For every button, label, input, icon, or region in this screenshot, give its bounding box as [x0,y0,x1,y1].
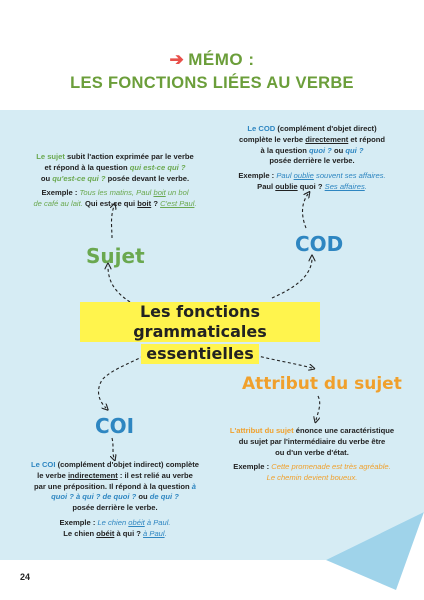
sujet-question: qu'est-ce qui ? [52,173,106,183]
cod-text: directement [305,134,349,144]
sujet-example-question: Qui est-ce qui [82,199,138,209]
cod-example-verb: oublie [293,171,314,181]
cod-text: complète le verbe [238,134,306,144]
coi-example-question: Le chien [63,528,97,538]
sujet-note [24,152,206,210]
attribut-text: énonce une caractéristique [293,426,395,435]
arrow-right-icon: ➔ [169,50,185,69]
sujet-example-answer: C'est Paul [160,199,195,209]
cod-example: souvent ses affaires. [313,171,386,181]
cod-question: quoi ? [309,145,332,155]
arrow-attribut-to-note [316,396,320,420]
sujet-text: ou [40,173,53,183]
arrow-to-cod [272,258,312,298]
label-coi: COI [95,414,135,438]
example-label: Exemple : [41,188,80,198]
cod-note [222,124,402,193]
cod-example: Paul [276,171,294,181]
cod-example-question: quoi ? [297,181,325,191]
label-attribut: Attribut du sujet [242,374,402,394]
attribut-text: du sujet par l'intermédiaire du verbe être [238,436,386,446]
cod-text: ou [331,145,346,155]
sujet-text: subit l'action exprimée par le verbe [64,152,194,161]
coi-question: quoi ? à qui ? de quoi ? [51,492,137,502]
central-concept [80,302,320,364]
attribut-example: Le chemin devient boueux. [266,473,358,483]
attribut-term: L'attribut du sujet [229,426,294,435]
cod-term: Le COD [247,124,276,133]
coi-text: indirectement [67,470,118,480]
cod-example-verb: oublie [275,181,298,191]
coi-text: : il est relié au verbe [117,470,193,480]
example-label: Exemple : [59,517,98,527]
example-label: Exemple : [233,462,272,472]
coi-text: (complément d'objet indirect) complète [55,460,200,469]
coi-text: posée derrière le verbe. [72,503,158,513]
coi-example-verb: obéit [128,517,145,527]
example-label: Exemple : [238,171,277,181]
page-number: 24 [20,572,31,582]
coi-example: . [164,528,167,538]
page-title: LES FONCTIONS LIÉES AU VERBE [70,74,354,92]
coi-question: de qui ? [149,492,179,502]
arrow-to-sujet [108,266,130,302]
cod-text: posée derrière le verbe. [269,156,355,166]
sujet-example: Tous les matins, Paul [79,188,154,198]
coi-term: Le COI [30,460,56,469]
memo-title-text: MÉMO : [188,50,255,69]
coi-example-verb: obéit [96,528,115,538]
sujet-example: un bol [165,188,189,198]
central-concept-line1: Les fonctions grammaticales [80,302,320,342]
cod-text: et répond [348,134,386,144]
coi-example: à Paul. [144,517,171,527]
coi-example-question: à qui ? [114,528,144,538]
attribut-example: Cette promenade est très agréable. [271,462,391,472]
cod-question: qui ? [345,145,364,155]
coi-text: le verbe [37,470,68,480]
coi-text: ou [136,492,150,502]
arrow-cod-to-note [303,194,309,228]
arrow-sujet-to-note [112,206,115,238]
sujet-example-verb: boit [137,199,152,209]
cod-text: à la question [260,145,310,155]
coi-question: à [191,481,197,491]
attribut-text: ou d'un verbe d'état. [275,447,349,457]
attribut-note [222,426,402,484]
central-concept-line2: essentielles [141,344,258,364]
sujet-example: . [194,199,197,209]
sujet-text: posée devant le verbe. [105,173,190,183]
sujet-example-question: ? [151,199,161,209]
cod-text: (complément d'objet direct) [275,124,377,133]
sujet-text: et répond à la question [44,162,130,172]
sujet-question: qui est-ce qui ? [129,162,186,172]
coi-example-answer: à Paul [143,528,165,538]
label-sujet: Sujet [86,244,145,268]
cod-example-question: Paul [257,181,276,191]
sujet-example-verb: boit [153,188,166,198]
sujet-term: Le sujet [36,152,65,161]
label-cod: COD [295,232,344,256]
coi-note [22,460,208,540]
arrow-coi-to-note [112,438,114,458]
cod-example-answer: Ses affaires [324,181,365,191]
coi-text: par une préposition. Il répond à la question [33,481,192,491]
coi-example: Le chien [97,517,129,527]
cod-example: . [364,181,367,191]
sujet-example: de café au lait. [33,199,83,209]
